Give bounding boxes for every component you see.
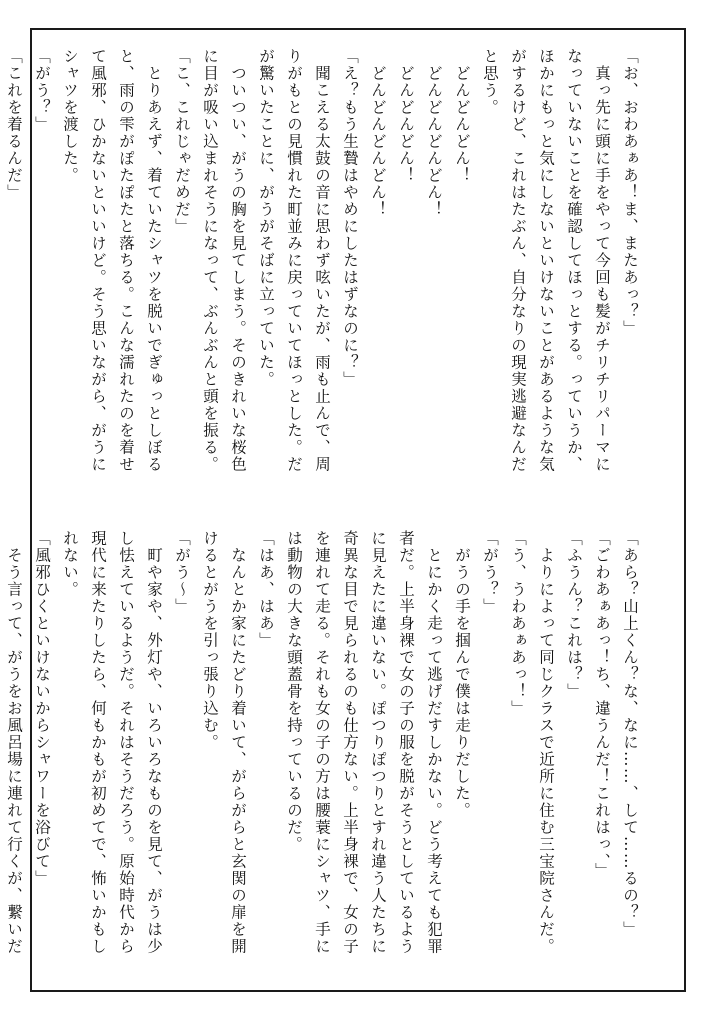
text-line: に目が吸い込まれそうになって、ぶんぶんと頭を振る。 [201,48,219,473]
text-line: なんとか家にたどり着いて、がらがらと玄関の扉を開 [229,530,247,955]
text-line: ほかにもっと気にしないといけないことがあるような気 [537,48,555,473]
text-line: 町や家や、外灯や、いろいろなものを見て、がうは少 [145,530,163,955]
text-line: は動物の大きな頭蓋骨を持っているのだ。 [285,530,303,853]
text-line: 真っ先に頭に手をやって今回も髪がチリチリパーマに [593,48,611,473]
text-line: 「ごわあぁあっ！ち、違うんだ！これはっ、」 [593,530,611,880]
text-line: りがもとの見慣れた町並みに戻っていてほっとした。だ [285,48,303,473]
text-line: て風邪、ひかないといいけど。そう思いながら、がうに [89,48,107,473]
text-line: とりあえず、着ていたシャツを脱いでぎゅっとしぼる [145,48,163,473]
text-line: 「え？もう生贄はやめにしたはずなのに？」 [341,48,359,388]
text-line: 「ふうん？これは？」 [565,530,583,700]
text-line: 「がう～」 [173,530,191,615]
text-line: シャツを渡した。 [61,48,79,184]
text-block-lower [5,530,644,982]
text-frame [5,28,686,992]
text-line: 「あら？山上くん？な、なに……、して……るの？」 [621,530,639,938]
text-line: 「がう？」 [33,48,51,133]
text-line: どんどんどん！ [453,48,471,184]
text-line: し怯えているようだ。それはそうだろう。原始時代から [117,530,135,955]
text-line: なっていないことを確認してほっとする。っていうか、 [565,48,583,473]
text-line: 者だ。上半身裸で女の子の服を脱がそうとしているよう [397,530,415,955]
text-line: 「これを着るんだ」 [5,48,23,201]
text-line: とにかく走って逃げだすしかない。どう考えても犯罪 [425,530,443,955]
text-line: けるとがうを引っ張り込む。 [201,530,219,751]
text-line: 現代に来たりしたら、何もかもが初めてで、怖いかもし [89,530,107,955]
text-line: 「がう？」 [481,530,499,615]
text-line: を連れて走る。それも女の子の方は腰蓑にシャツ、手に [313,530,331,955]
text-line: 「う、うわあぁあっ！」 [509,530,527,717]
text-line: 「風邪ひくといけないからシャワーを浴びて」 [33,530,51,887]
text-line: どんどんどん！ [397,48,415,184]
text-line: 「こ、これじゃだめだ」 [173,48,191,235]
text-line: がうの手を掴んで僕は走りだした。 [453,530,471,819]
text-line: と、雨の雫がぽたぽたと落ちる。こんな濡れたのを着せ [117,48,135,473]
text-line: 「はあ、はあ」 [257,530,275,649]
text-line: が驚いたことに、がうがそばに立っていた。 [257,48,275,388]
text-line: どんどんどんどん！ [369,48,387,218]
text-block-upper [5,48,644,500]
text-line: そう言って、がうをお風呂場に連れて行くが、繋いだ [5,530,23,955]
text-line: 聞こえる太鼓の音に思わず呟いたが、雨も止んで、周 [313,48,331,473]
text-line: れない。 [61,530,79,598]
text-line: 「お、おわあぁあ！ま、またあっ？」 [621,48,639,337]
text-line: どんどんどんどん！ [425,48,443,218]
text-line: に見えたに違いない。ぽつりぽつりとすれ違う人たちに [369,530,387,955]
text-line: ついつい、がうの胸を見てしまう。そのきれいな桜色 [229,48,247,473]
text-line: 奇異な目で見られるのも仕方ない。上半身裸で、女の子 [341,530,359,955]
text-line: がするけど、これはたぶん、自分なりの現実逃避なんだ [509,48,527,473]
text-line: と思う。 [481,48,499,116]
text-line: よりによって同じクラスで近所に住む三宝院さんだ。 [537,530,555,955]
